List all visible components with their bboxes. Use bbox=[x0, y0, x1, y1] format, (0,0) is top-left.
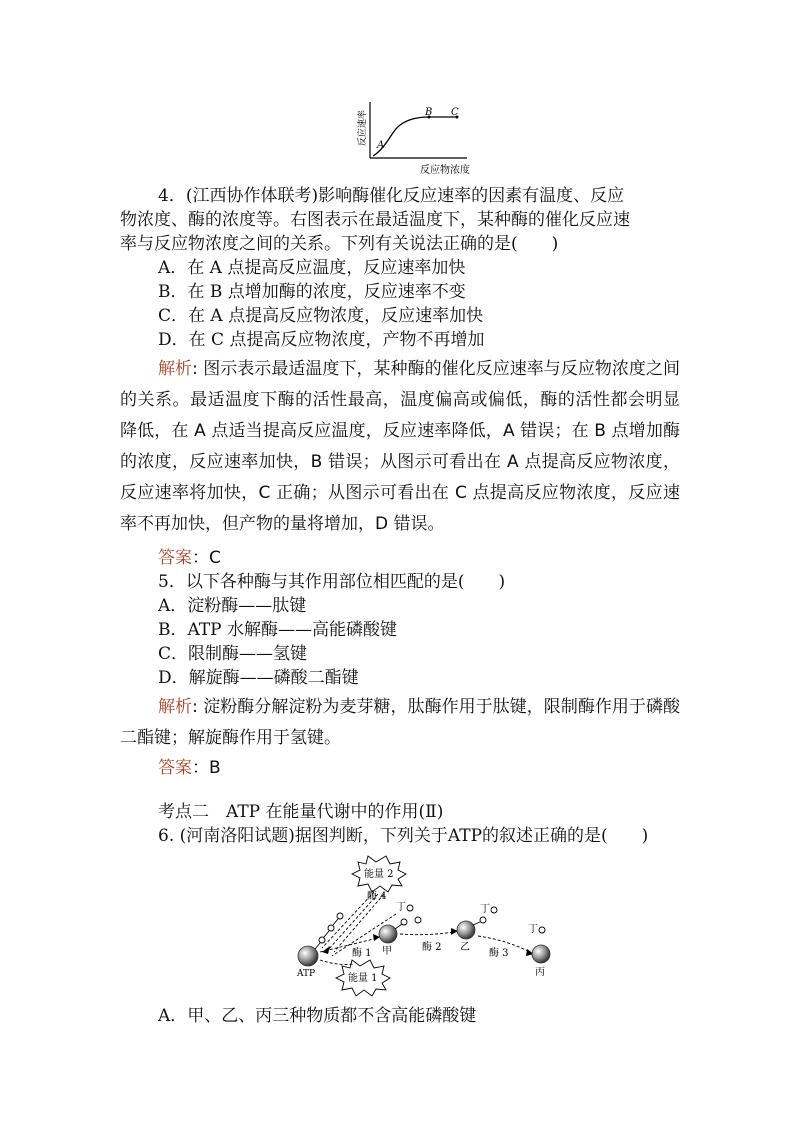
q5-analysis bbox=[120, 692, 680, 754]
ding-label-1: 丁 bbox=[396, 902, 406, 913]
ding-phosphate-3 bbox=[539, 927, 545, 933]
atp-phosphate-2 bbox=[328, 925, 334, 931]
atp-bond-1 bbox=[315, 943, 320, 949]
atp-to-energy1-arrow bbox=[320, 960, 354, 965]
energy2-label: 能量 2 bbox=[364, 869, 394, 880]
point-c-label: C bbox=[451, 107, 459, 118]
q4-stem-line-1: 4．(江西协作体联考)影响酶催化反应速率的因素有温度、反应 bbox=[158, 186, 625, 206]
ding-label-2: 丁 bbox=[480, 904, 490, 915]
atp-bond-3 bbox=[333, 919, 338, 925]
ding-phosphate-2 bbox=[491, 907, 497, 913]
q5-option-d: D．解旋酶——磷酸二酯键 bbox=[158, 668, 359, 688]
q4-option-d: D．在 C 点提高反应物浓度，产物不再增加 bbox=[158, 330, 485, 350]
enzyme1-label: 酶 1 bbox=[352, 948, 372, 959]
point-a-label: A bbox=[377, 140, 385, 151]
q4-option-c: C．在 A 点提高反应物浓度，反应速率加快 bbox=[158, 306, 484, 326]
q4-stem-line-2: 物浓度、酶的浓度等。右图表示在最适温度下，某种酶的催化反应速 bbox=[120, 210, 630, 230]
q5-stem: 5．以下各种酶与其作用部位相匹配的是( ) bbox=[158, 572, 506, 592]
bing-sphere bbox=[532, 945, 550, 963]
q4-analysis-label: 解析 bbox=[158, 359, 193, 379]
q5-analysis-label: 解析 bbox=[158, 697, 193, 717]
q4-analysis-text: : 图示表示最适温度下，某种酶的催化反应速率与反应物浓度之间的关系。最适温度下酶的活性最高，温度偏高或偏低，酶的活性都会明显降低，在 A 点适当提高反应温度，反应速率降低，A 错误；在 B 点增加酶的浓度，反应速率加快，B 错误；从图示可看出在 A 点提高反应物浓度，反应速率将加快，C 正确；从图示可看出在 C 点提高反应物浓度，反应速率不再加快，但产物的量将增加，D 错误。 bbox=[120, 359, 680, 534]
atp-phosphate-3 bbox=[337, 913, 343, 919]
energy1-label: 能量 1 bbox=[348, 973, 378, 984]
ding-phosphate-1 bbox=[407, 905, 413, 911]
q4-option-a: A．在 A 点提高反应温度，反应速率加快 bbox=[158, 258, 466, 278]
q4-stem-line-3: 率与反应物浓度之间的关系。下列有关说法正确的是( ) bbox=[120, 234, 559, 254]
atp-phosphate-1 bbox=[319, 937, 325, 943]
q5-option-a: A．淀粉酶——肽键 bbox=[158, 596, 307, 616]
q6-stem: 6. (河南洛阳试题)据图判断，下列关于ATP的叙述正确的是( ) bbox=[158, 826, 649, 846]
jia-phosphate-2 bbox=[415, 917, 421, 923]
q4-answer-text: ：C bbox=[192, 548, 221, 568]
yi-label: 乙 bbox=[460, 942, 470, 953]
yi-phosphate bbox=[480, 917, 486, 923]
y-axis-label: 反应速率 bbox=[358, 109, 368, 146]
x-axis-label: 反应物浓度 bbox=[420, 165, 470, 176]
q5-option-b: B．ATP 水解酶——高能磷酸键 bbox=[158, 620, 398, 640]
q4-analysis bbox=[120, 354, 680, 540]
jia-sphere bbox=[379, 925, 397, 943]
enzyme4-label: 酶 4 bbox=[367, 891, 387, 902]
jia-to-yi-arrow bbox=[400, 932, 454, 935]
enzyme2-label: 酶 2 bbox=[422, 942, 442, 953]
atp-diagram bbox=[288, 852, 558, 1002]
bing-label: 丙 bbox=[535, 967, 545, 978]
jia-label: 甲 bbox=[382, 946, 392, 957]
q4-answer bbox=[158, 546, 221, 570]
q5-answer-text: ：B bbox=[192, 758, 221, 778]
yi-bond bbox=[473, 922, 480, 925]
atp-label: ATP bbox=[297, 969, 316, 979]
yi-sphere bbox=[457, 921, 475, 939]
q5-answer bbox=[158, 756, 221, 780]
q5-answer-label: 答案 bbox=[158, 758, 192, 778]
q5-analysis-text: : 淀粉酶分解淀粉为麦芽糖，肽酶作用于肽键，限制酶作用于磷酸二酯键；解旋酶作用于氢键。 bbox=[120, 697, 680, 748]
energy2-arrow-3 bbox=[334, 894, 384, 952]
point-b-label: B bbox=[425, 107, 433, 118]
atp-bond-2 bbox=[324, 931, 329, 937]
q4-option-b: B．在 B 点增加酶的浓度，反应速率不变 bbox=[158, 282, 466, 302]
q6-option-a: A．甲、乙、丙三种物质都不含高能磷酸键 bbox=[158, 1006, 477, 1026]
jia-bond bbox=[395, 924, 402, 929]
section-2-title: 考点二 ATP 在能量代谢中的作用(Ⅱ) bbox=[158, 802, 444, 822]
enzyme3-label: 酶 3 bbox=[489, 948, 509, 959]
rate-curve-figure bbox=[345, 98, 475, 180]
q4-answer-label: 答案 bbox=[158, 548, 192, 568]
energy2-arrow-1 bbox=[322, 892, 374, 948]
ding-label-3: 丁 bbox=[528, 924, 538, 935]
rate-curve bbox=[373, 117, 457, 156]
q5-option-c: C．限制酶——氢键 bbox=[158, 644, 308, 664]
